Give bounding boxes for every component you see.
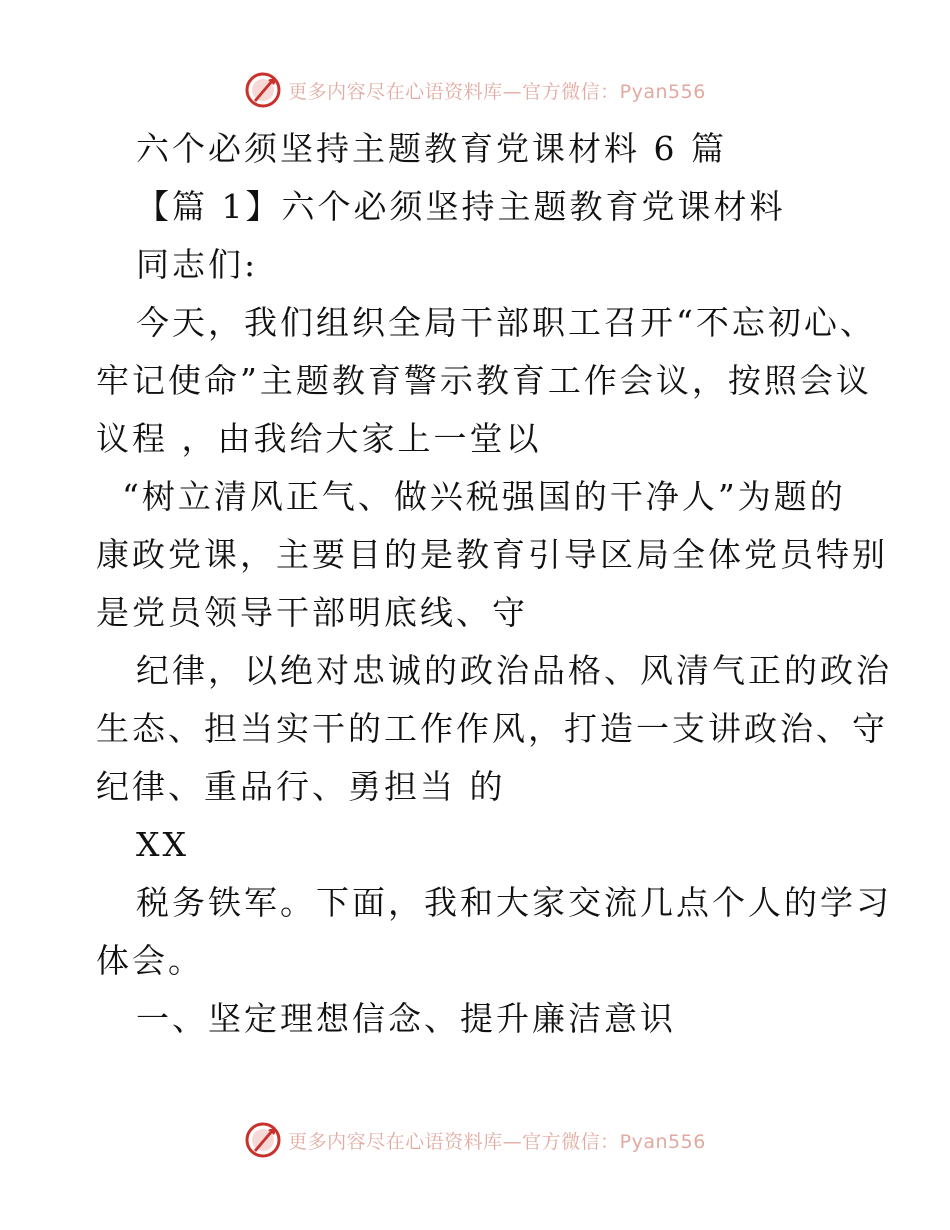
subsection-heading: 一、坚定理想信念、提升廉洁意识: [136, 999, 676, 1038]
salutation: 同志们:: [136, 245, 259, 284]
body-line: 议程 ，由我给大家上一堂以: [96, 419, 542, 458]
footer-watermark: [0, 1118, 950, 1162]
quill-logo-icon: [244, 71, 282, 109]
body-line: 纪律，以绝对忠诚的政治品格、风清气正的政治: [136, 651, 892, 690]
body-line: 今天，我们组织全局干部职工召开“不忘初心、: [136, 303, 876, 342]
body-line: 牢记使命”主题教育警示教育工作会议，按照会议: [96, 361, 872, 400]
body-line: 康政党课，主要目的是教育引导区局全体党员特别: [96, 535, 888, 574]
watermark-text: 更多内容尽在心语资料库—官方微信：Pyan556: [288, 80, 706, 103]
body-line: 纪律、重品行、勇担当 的: [96, 767, 506, 806]
body-line: 是党员领导干部明底线、守: [96, 593, 528, 632]
section-heading: 【篇 1】六个必须坚持主题教育党课材料: [136, 187, 786, 226]
body-line: 税务铁军。下面，我和大家交流几点个人的学习: [136, 883, 892, 922]
header-watermark: [0, 68, 950, 112]
watermark-text: 更多内容尽在心语资料库—官方微信：Pyan556: [288, 1130, 706, 1153]
body-line: XX: [136, 825, 189, 864]
document-body: [96, 120, 892, 1048]
body-line: 体会。: [96, 941, 204, 980]
body-line: 生态、担当实干的工作作风，打造一支讲政治、守: [96, 709, 888, 748]
body-line: “树立清风正气、做兴税强国的干净人”为题的: [122, 477, 846, 516]
quill-logo-icon: [244, 1121, 282, 1159]
document-title: 六个必须坚持主题教育党课材料 6 篇: [136, 129, 727, 168]
